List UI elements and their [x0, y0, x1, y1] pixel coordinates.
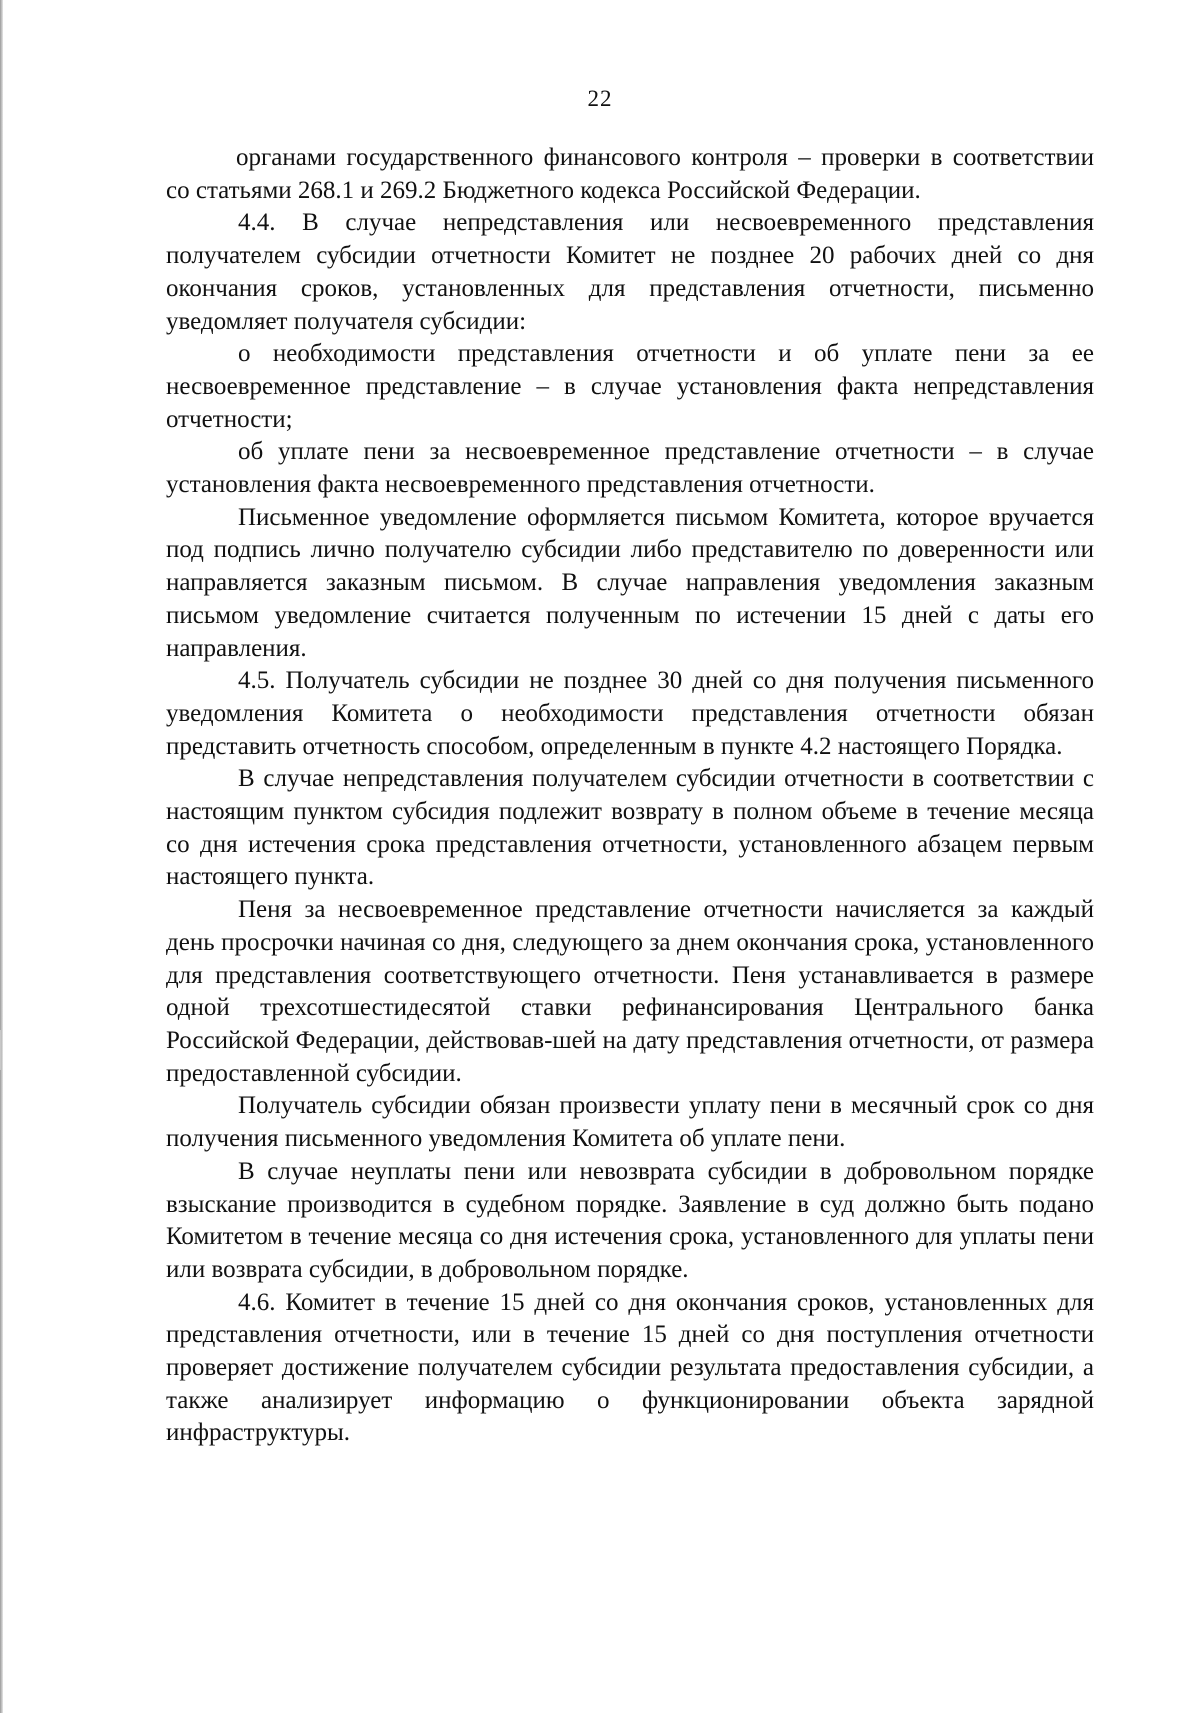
paragraph-4-6: 4.6. Комитет в течение 15 дней со дня окончания сроков, установленных для представления отчетности, или в течение 15 дней со дня поступления отчетности проверяет достижение получателем субсидии результата предоставления субсидии, а также анализирует информацию о функционировании объекта зарядной инфраструктуры.: [166, 1288, 1094, 1447]
scan-edge-mark: [0, 1030, 9, 1070]
paragraph-4-5: 4.5. Получатель субсидии не позднее 30 дней со дня получения письменного уведомления Комитета о необходимости представления отчетности обязан представить отчетность способом, определенным в пункте 4.2 настоящего Порядка.: [166, 667, 1094, 760]
paragraph-notice-item-2: об уплате пени за несвоевременное представление отчетности – в случае установления факта несвоевременного представления отчетности.: [166, 438, 1094, 499]
scan-edge: [0, 0, 3, 1713]
paragraph-continuation: органами государственного финансового контроля – проверки в соответствии со статьями 268.1 и 269.2 Бюджетного кодекса Российской Федерации.: [166, 144, 1094, 204]
paragraph-refund: В случае непредставления получателем субсидии отчетности в соответствии с настоящим пунктом субсидия подлежит возврату в полном объеме в течение месяца со дня истечения срока представления отчетности, установленного абзацем первым настоящего пункта.: [166, 765, 1094, 891]
paragraph-penalty-payment: Получатель субсидии обязан произвести уплату пени в месячный срок со дня получения письменного уведомления Комитета об уплате пени.: [166, 1092, 1094, 1153]
document-body: [166, 142, 1094, 1450]
paragraph-written-notice: Письменное уведомление оформляется письмом Комитета, которое вручается под подпись лично получателю субсидии либо представителю по доверенности или направляется заказным письмом. В случае направления уведомления заказным письмом уведомление считается полученным по истечении 15 дней с даты его направления.: [166, 503, 1094, 662]
paragraph-4-4: 4.4. В случае непредставления или несвоевременного представления получателем субсидии отчетности Комитет не позднее 20 рабочих дней со дня окончания сроков, установленных для представления отчетности, письменно уведомляет получателя субсидии:: [166, 209, 1094, 335]
paragraph-penalty: Пеня за несвоевременное представление отчетности начисляется за каждый день просрочки начиная со дня, следующего за днем окончания срока, установленного для представления соответствующего отчетности. Пеня устанавливается в размере одной трехсотшестидесятой ставки рефинансирования Центрального банка Российской Федерации, действовав-шей на дату представления отчетности, от размера предоставленной субсидии.: [166, 896, 1094, 1087]
page-number: 22: [587, 86, 613, 111]
paragraph-notice-item-1: о необходимости представления отчетности и об уплате пени за ее несвоевременное представление – в случае установления факта непредставления отчетности;: [166, 340, 1094, 433]
paragraph-court: В случае неуплаты пени или невозврата субсидии в добровольном порядке взыскание производится в судебном порядке. Заявление в суд должно быть подано Комитетом в течение месяца со дня истечения срока, установленного для уплаты пени или возврата субсидии, в добровольном порядке.: [166, 1157, 1094, 1283]
